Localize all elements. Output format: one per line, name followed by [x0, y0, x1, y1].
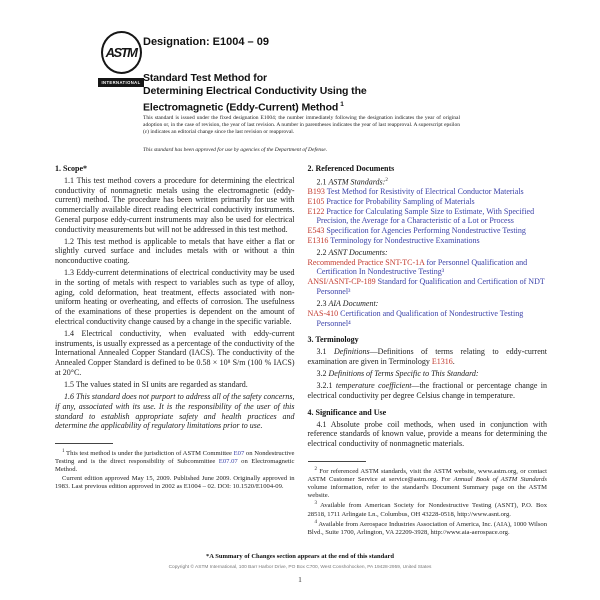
- designation: Designation: E1004 – 09: [143, 36, 269, 48]
- title-footnote-marker: 1: [340, 101, 344, 108]
- subcommittee-e07-07-link[interactable]: E07.07: [218, 458, 238, 466]
- clause-3-1: 3.1 Definitions—Definitions of terms relating to eddy-current examination are given in Terminology E1316.: [307, 347, 547, 366]
- footnote-3: $^3$ Available from American Society for Nondestructive Testing (ASNT), P.O. Box 28518, 1711 Arlingate Ln., Columbus, OH 43228-0518, http://www.asnt.org.: [307, 501, 547, 518]
- footnote-1: $^1$ This test method is under the jurisdiction of ASTM Committee E07 on Nondestructive Testing and is the direct responsibility of Subcommittee E07.07 on Electromagnetic Method.: [55, 449, 295, 474]
- section-heading-terminology: 3. Terminology: [307, 335, 359, 345]
- clause-4-1: 4.1 Absolute probe coil methods, when used in conjunction with reference standards of known value, provide a means for determining the electrical conductivity of nonmagnetic materials.: [307, 419, 547, 449]
- reference-code-link[interactable]: ANSI/ASNT-CP-189: [307, 277, 376, 287]
- reference-code-link[interactable]: E105: [307, 197, 325, 207]
- clause-3-2: 3.2 Definitions of Terms Specific to This Standard:: [316, 369, 479, 379]
- clause-1-6: 1.6 This standard does not purport to address all of the safety concerns, if any, associated with its use. It is the responsibility of the user of this standard to establish appropriate safety and health practices and determine the applicability of regulatory limitations prior to use.: [55, 392, 295, 431]
- footnote-divider: [308, 461, 366, 462]
- reference-title-link[interactable]: Terminology for Nondestructive Examinations: [330, 235, 480, 245]
- page-number: 1: [298, 575, 302, 584]
- clause-1-4: 1.4 Electrical conductivity, when evaluated with eddy-current instruments, is usually expressed as a percentage of the conductivity of the International Annealed Copper Standard (IACS). The conductivity of the Annealed Copper Standard is defined to be 0.58 × 10⁸ S/m (100 % IACS) at 20°C.: [55, 329, 295, 377]
- clause-1-2: 1.2 This test method is applicable to metals that have either a flat or slightly curved surface and includes metals with or without a thin nonconductive coating.: [55, 236, 295, 266]
- footnote-1-edition: Current edition approved May 15, 2009. Published June 2009. Originally approved in 1983. Last previous edition approved in 2002 as E1004 – 02. DOI: 10.1520/E1004-09.: [55, 474, 295, 490]
- reference-title-link[interactable]: Practice for Calculating Sample Size to Estimate, With Specified Precision, the Average for a Characteristic of a Lot or Process: [316, 206, 535, 226]
- reference-title-link[interactable]: Specification for Agencies Performing Nondestructive Testing: [326, 226, 526, 236]
- reference-code-link[interactable]: E1316: [307, 235, 329, 245]
- reference-code-link[interactable]: NAS-410: [307, 308, 339, 318]
- right-column: [308, 164, 548, 537]
- reference-title-link[interactable]: Test Method for Resistivity of Electrical Conductor Materials: [326, 187, 524, 197]
- reference-title-link[interactable]: for Personnel Qualification and Certification In Nondestructive Testing³: [316, 257, 528, 277]
- reference-item-nas-410: [308, 309, 548, 328]
- dod-notice: This standard has been approved for use by agencies of the Department of Defense.: [143, 147, 328, 153]
- reference-title-link[interactable]: Standard for Qualification and Certification of NDT Personnel³: [316, 277, 545, 296]
- copyright-line: Copyright © ASTM International, 100 Barr Harbor Drive, PO Box C700, West Conshohocken, PA 19428-2959, United States: [168, 565, 432, 570]
- reference-item-cp-189: [308, 277, 548, 296]
- summary-of-changes-note: *A Summary of Changes section appears at the end of this standard: [206, 553, 394, 560]
- section-heading-scope: 1. Scope*: [55, 164, 87, 173]
- reference-code-link[interactable]: E543: [307, 226, 325, 236]
- terminology-e1316-link[interactable]: E1316: [431, 356, 453, 366]
- clause-2-2: 2.2 ASNT Documents:: [316, 248, 388, 258]
- reference-title-link[interactable]: Certification and Qualification of Nondestructive Testing Personnel⁴: [316, 308, 524, 328]
- clause-3-2-1: 3.2.1 temperature coefficient—the fractional or percentage change in electrical conductivity per degree Celsius change in temperature.: [307, 381, 548, 401]
- clause-1-3: 1.3 Eddy-current determinations of electrical conductivity may be used in the sorting of metals with respect to variables such as type of alloy, aging, cold deformation, heat treatment, effects associated with non-uniform heating or overheating, and effects of corrosion. The usefulness of the examinations of these properties is dependent on the amount of electrical conductivity change caused by a change in the specific variable.: [55, 268, 295, 326]
- clause-2-3: 2.3 AIA Document:: [316, 299, 379, 309]
- reference-item-b193: [308, 187, 548, 197]
- footnote-divider: [55, 443, 113, 444]
- footnote-2: $^2$ For referenced ASTM standards, visit the ASTM website, www.astm.org, or contact ASTM Customer Service at service@astm.org. For Annual Book of ASTM Standards volume information, refer to the standard's Document Summary page on the ASTM website.: [307, 466, 547, 500]
- reference-code-link[interactable]: B193: [307, 187, 325, 197]
- committee-e07-link[interactable]: E07: [233, 450, 245, 458]
- title-line-1: Standard Test Method for: [143, 72, 267, 84]
- clause-1-5: 1.5 The values stated in SI units are regarded as standard.: [64, 380, 248, 390]
- left-column: [55, 164, 295, 537]
- section-heading-referenced-documents: 2. Referenced Documents: [307, 164, 395, 173]
- reference-item-snt-tc-1a: [308, 258, 548, 277]
- two-column-body: [55, 164, 547, 537]
- clause-2-1: 2.1 ASTM Standards:$^2$: [316, 177, 388, 187]
- reference-item-e105: [308, 197, 548, 207]
- reference-code-link[interactable]: E122: [307, 206, 325, 216]
- clause-1-1: 1.1 This test method covers a procedure for determining the electrical conductivity of nonmagnetic metals using the electromagnetic (eddy-current) method. The procedure has been written primarily for use with commercially available direct reading electrical conductivity instruments. General purpose eddy-current instruments may also be used for electrical conductivity measurements but will not be addressed in this test method.: [55, 176, 295, 234]
- reference-item-e1316: [308, 236, 548, 246]
- astm-logo-emblem-icon: ASTM: [101, 31, 142, 74]
- title-line-2: Determining Electrical Conductivity Using the: [143, 85, 367, 97]
- reference-item-e122: [308, 207, 548, 226]
- reference-title-link[interactable]: Practice for Probability Sampling of Materials: [326, 197, 475, 207]
- footnote-4: $^4$ Available from Aerospace Industries Association of America, Inc. (AIA), 1000 Wilson Blvd., Suite 1700, Arlington, VA 22209-3928, http://www.aia-aerospace.org.: [307, 519, 547, 537]
- astm-logo: [98, 31, 144, 87]
- reference-code-link[interactable]: Recommended Practice SNT-TC-1A: [307, 257, 425, 267]
- document-title: [143, 72, 523, 115]
- reference-item-e543: [308, 226, 548, 236]
- issue-notice: This standard is issued under the fixed designation E1004; the number immediately following the designation indicates the year of original adoption or, in the case of revision, the year of last revision. A number in parentheses indicates the year of last reapproval. A superscript epsilon (ε) indicates an editorial change since the last revision or reapproval.: [143, 115, 460, 136]
- astm-logo-international-label: INTERNATIONAL: [98, 78, 144, 87]
- title-line-3: Electromagnetic (Eddy-Current) Method $^1$: [143, 101, 344, 114]
- section-heading-significance: 4. Significance and Use: [307, 407, 387, 417]
